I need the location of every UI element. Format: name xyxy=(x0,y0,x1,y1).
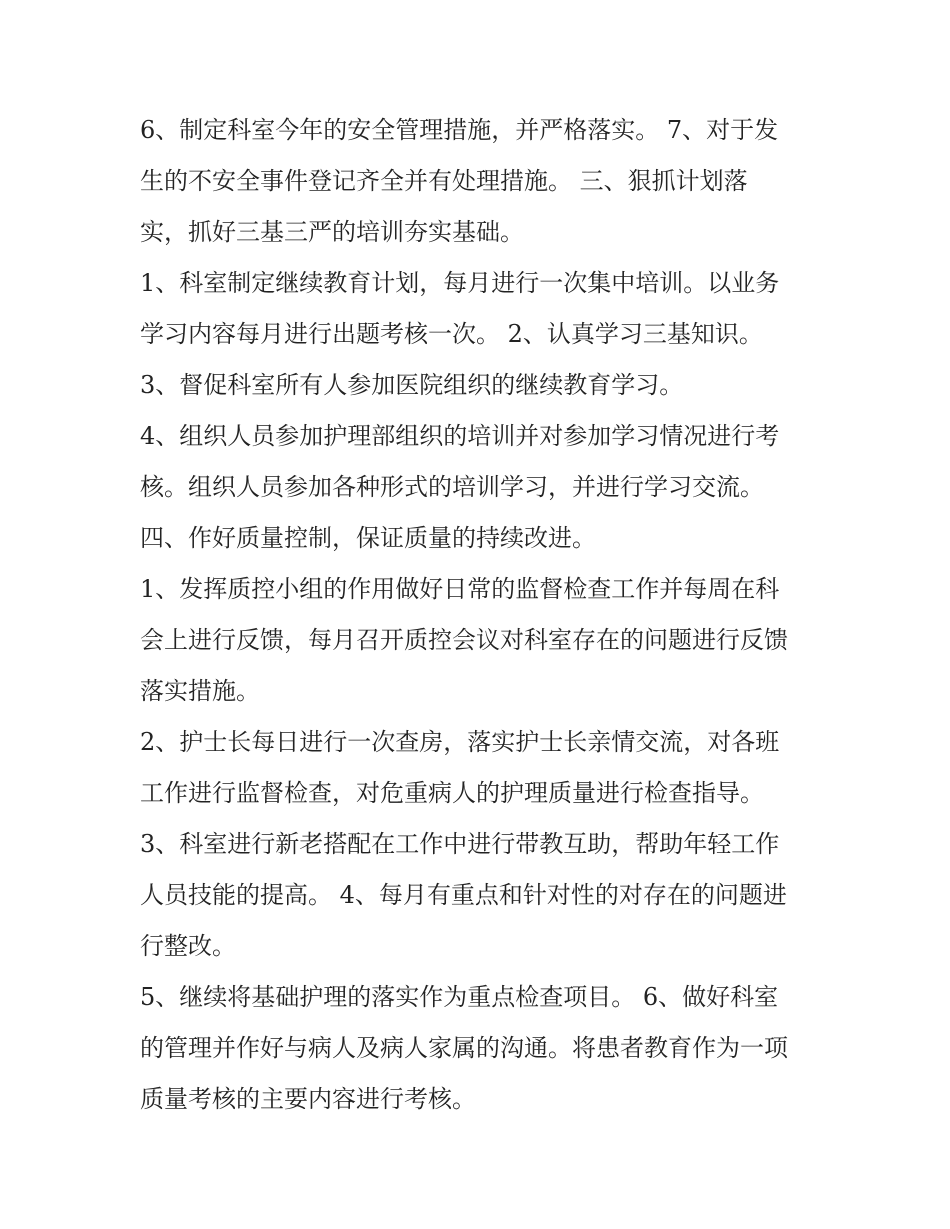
text-line: 6、制定科室今年的安全管理措施，并严格落实。 7、对于发 xyxy=(140,116,779,144)
text-line: 行整改。 xyxy=(140,932,236,960)
text-line: 落实措施。 xyxy=(140,677,260,705)
document-body xyxy=(140,112,820,1132)
text-line: 人员技能的提高。 4、每月有重点和针对性的对存在的问题进 xyxy=(140,881,787,909)
text-line: 4、组织人员参加护理部组织的培训并对参加学习情况进行考 xyxy=(140,422,780,450)
text-line: 质量考核的主要内容进行考核。 xyxy=(140,1085,476,1113)
text-line: 1、科室制定继续教育计划，每月进行一次集中培训。以业务 xyxy=(140,269,780,297)
text-line: 实，抓好三基三严的培训夯实基础。 xyxy=(140,218,524,246)
text-line: 2、护士长每日进行一次查房，落实护士长亲情交流，对各班 xyxy=(140,728,780,756)
text-line: 5、继续将基础护理的落实作为重点检查项目。 6、做好科室 xyxy=(140,983,779,1011)
text-line: 3、督促科室所有人参加医院组织的继续教育学习。 xyxy=(140,371,684,399)
text-line: 生的不安全事件登记齐全并有处理措施。 三、狠抓计划落 xyxy=(140,167,748,195)
text-line: 核。组织人员参加各种形式的培训学习，并进行学习交流。 xyxy=(140,473,764,501)
text-line: 3、科室进行新老搭配在工作中进行带教互助，帮助年轻工作 xyxy=(140,830,780,858)
text-line: 学习内容每月进行出题考核一次。 2、认真学习三基知识。 xyxy=(140,320,763,348)
text-line: 会上进行反馈，每月召开质控会议对科室存在的问题进行反馈 xyxy=(140,626,788,654)
section-heading: 四、作好质量控制，保证质量的持续改进。 xyxy=(140,524,596,552)
text-line: 工作进行监督检查，对危重病人的护理质量进行检查指导。 xyxy=(140,779,764,807)
text-line: 1、发挥质控小组的作用做好日常的监督检查工作并每周在科 xyxy=(140,575,780,603)
text-line: 的管理并作好与病人及病人家属的沟通。将患者教育作为一项 xyxy=(140,1034,788,1062)
